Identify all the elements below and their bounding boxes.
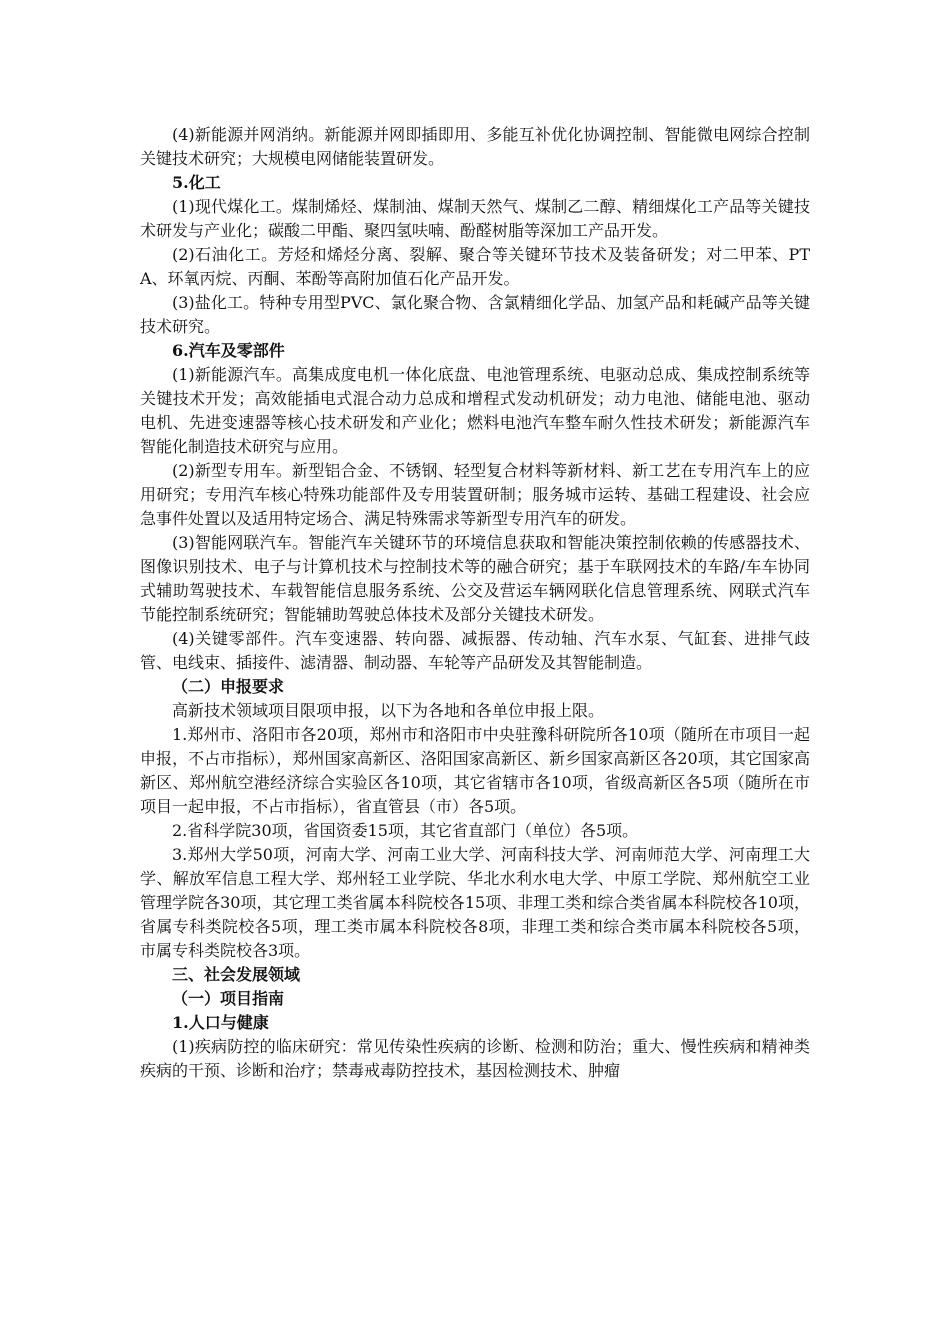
section-heading-guide: （一）项目指南 (172, 989, 285, 1008)
document-page (140, 123, 810, 1083)
section-heading-automotive: 6.汽车及零部件 (172, 341, 285, 360)
section-heading-social: 三、社会发展领域 (172, 965, 301, 984)
paragraph-petrochemical: (2)石油化工。芳烃和烯烃分离、裂解、聚合等关键环节技术及装备研发；对二甲苯、PTA、环氧丙烷、丙酮、苯酚等高附加值石化产品开发。 (140, 245, 810, 288)
paragraph-quota-cities: 1.郑州市、洛阳市各20项，郑州市和洛阳市中央驻豫科研院所各10项（随所在市项目一起申报，不占市指标），郑州国家高新区、洛阳国家高新区、新乡国家高新区各20项，其它国家高新区、郑州航空港经济综合实验区各10项，其它省辖市各10项，省级高新区各5项（随所在市项目一起申报，不占市指标），省直管县（市）各5项。 (140, 725, 810, 816)
section-heading-health: 1.人口与健康 (172, 1013, 269, 1032)
paragraph-coal-chemical: (1)现代煤化工。煤制烯烃、煤制油、煤制天然气、煤制乙二醇、精细煤化工产品等关键技术研发与产业化；碳酸二甲酯、聚四氢呋喃、酚醛树脂等深加工产品开发。 (140, 197, 810, 240)
paragraph-connected-vehicle: (3)智能网联汽车。智能汽车关键环节的环境信息获取和智能决策控制依赖的传感器技术、图像识别技术、电子与计算机技术与控制技术等的融合研究；基于车联网技术的车路/车车协同式辅助驾驶技术、车载智能信息服务系统、公交及营运车辆网联化信息管理系统、网联式汽车节能控制系统研究；智能辅助驾驶总体技术及部分关键技术研发。 (140, 533, 810, 624)
paragraph-quota-universities: 3.郑州大学50项，河南大学、河南工业大学、河南科技大学、河南师范大学、河南理工大学、解放军信息工程大学、郑州轻工业学院、华北水利水电大学、中原工学院、郑州航空工业管理学院各30项，其它理工类省属本科院校各15项、非理工类和综合类省属本科院校各10项，省属专科类院校各5项，理工类市属本科院校各8项，非理工类和综合类市属本科院校各5项，市属专科类院校各3项。 (140, 845, 810, 960)
paragraph-quota-intro: 高新技术领域项目限项申报，以下为各地和各单位申报上限。 (172, 701, 605, 720)
paragraph-special-vehicle: (2)新型专用车。新型铝合金、不锈钢、轻型复合材料等新材料、新工艺在专用汽车上的应用研究；专用汽车核心特殊功能部件及专用装置研制；服务城市运转、基础工程建设、社会应急事件处置以及适用特定场合、满足特殊需求等新型专用汽车的研发。 (140, 461, 810, 528)
paragraph-energy-grid: (4)新能源并网消纳。新能源并网即插即用、多能互补优化协调控制、智能微电网综合控制关键技术研究；大规模电网储能装置研发。 (140, 125, 810, 168)
paragraph-quota-academy: 2.省科学院30项，省国资委15项，其它省直部门（单位）各5项。 (172, 821, 639, 840)
section-heading-chemical: 5.化工 (172, 173, 221, 192)
paragraph-new-energy-vehicle: (1)新能源汽车。高集成度电机一体化底盘、电池管理系统、电驱动总成、集成控制系统等关键技术开发；高效能插电式混合动力总成和增程式发动机研发；动力电池、储能电池、驱动电机、先进变速器等核心技术研发和产业化；燃料电池汽车整车耐久性技术研发；新能源汽车智能化制造技术研究与应用。 (140, 365, 810, 456)
section-heading-requirements: （二）申报要求 (172, 677, 285, 696)
paragraph-salt-chemical: (3)盐化工。特种专用型PVC、氯化聚合物、含氯精细化学品、加氢产品和耗碱产品等关键技术研究。 (140, 293, 810, 336)
paragraph-key-components: (4)关键零部件。汽车变速器、转向器、减振器、传动轴、汽车水泵、气缸套、进排气歧管、电线束、插接件、滤清器、制动器、车轮等产品研发及其智能制造。 (140, 629, 810, 672)
paragraph-disease-control: (1)疾病防控的临床研究：常见传染性疾病的诊断、检测和防治；重大、慢性疾病和精神类疾病的干预、诊断和治疗；禁毒戒毒防控技术，基因检测技术、肿瘤 (140, 1037, 810, 1080)
